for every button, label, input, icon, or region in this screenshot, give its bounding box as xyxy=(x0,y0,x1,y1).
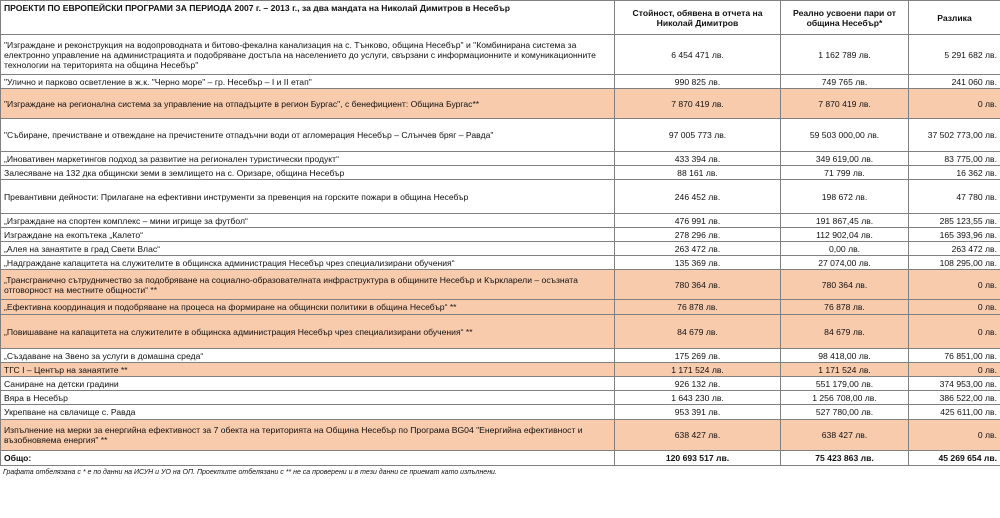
table-row xyxy=(1,152,1000,166)
project-name-cell: „Иновативен маркетингов подход за развитие на регионален туристически продукт“ xyxy=(1,152,615,166)
declared-cost-cell: 1 171 524 лв. xyxy=(615,363,781,377)
header-declared-cost: Стойност, обявена в отчета на Николай Димитров xyxy=(615,1,781,35)
declared-cost-cell: 84 679 лв. xyxy=(615,315,781,349)
difference-cell: 5 291 682 лв. xyxy=(909,35,1000,75)
table-row xyxy=(1,405,1000,420)
declared-cost-cell: 780 364 лв. xyxy=(615,270,781,300)
declared-cost-cell: 278 296 лв. xyxy=(615,228,781,242)
difference-cell: 16 362 лв. xyxy=(909,166,1000,180)
difference-cell: 0 лв. xyxy=(909,300,1000,315)
project-name-cell: „Надграждане капацитета на служителите в общинска администрация Несебър чрез специализирани обучения“ xyxy=(1,256,615,270)
declared-cost-cell: 263 472 лв. xyxy=(615,242,781,256)
difference-cell: 0 лв. xyxy=(909,363,1000,377)
project-name-cell: Изграждане на екопътека „Калето“ xyxy=(1,228,615,242)
difference-cell: 386 522,00 лв. xyxy=(909,391,1000,405)
absorbed-funds-cell: 198 672 лв. xyxy=(781,180,909,214)
absorbed-funds-cell: 780 364 лв. xyxy=(781,270,909,300)
table-row xyxy=(1,300,1000,315)
difference-cell: 374 953,00 лв. xyxy=(909,377,1000,391)
total-difference: 45 269 654 лв. xyxy=(909,451,1000,466)
table-row xyxy=(1,228,1000,242)
declared-cost-cell: 990 825 лв. xyxy=(615,75,781,89)
table-row xyxy=(1,166,1000,180)
table-row xyxy=(1,119,1000,152)
project-name-cell: Вяра в Несебър xyxy=(1,391,615,405)
declared-cost-cell: 88 161 лв. xyxy=(615,166,781,180)
project-name-cell: "Събиране, пречистване и отвеждане на пречистените отпадъчни води от агломерация Несебър – Слънчев бряг – Равда" xyxy=(1,119,615,152)
table-row xyxy=(1,363,1000,377)
difference-cell: 0 лв. xyxy=(909,420,1000,451)
declared-cost-cell: 135 369 лв. xyxy=(615,256,781,270)
declared-cost-cell: 433 394 лв. xyxy=(615,152,781,166)
table-row xyxy=(1,315,1000,349)
declared-cost-cell: 926 132 лв. xyxy=(615,377,781,391)
absorbed-funds-cell: 1 256 708,00 лв. xyxy=(781,391,909,405)
table-row xyxy=(1,35,1000,75)
project-name-cell: ТГС I – Център на занаятите ** xyxy=(1,363,615,377)
header-difference: Разлика xyxy=(909,1,1000,35)
header-absorbed-funds: Реално усвоени пари от община Несебър* xyxy=(781,1,909,35)
absorbed-funds-cell: 0,00 лв. xyxy=(781,242,909,256)
total-declared-cost: 120 693 517 лв. xyxy=(615,451,781,466)
absorbed-funds-cell: 27 074,00 лв. xyxy=(781,256,909,270)
absorbed-funds-cell: 71 799 лв. xyxy=(781,166,909,180)
total-row xyxy=(1,451,1000,466)
table-row xyxy=(1,242,1000,256)
header-project-name: ПРОЕКТИ ПО ЕВРОПЕЙСКИ ПРОГРАМИ ЗА ПЕРИОДА 2007 г. – 2013 г., за два мандата на Николай Димитров в Несебър xyxy=(1,1,615,35)
table-row xyxy=(1,256,1000,270)
difference-cell: 0 лв. xyxy=(909,315,1000,349)
project-name-cell: „Алея на занаятите в град Свети Влас“ xyxy=(1,242,615,256)
table-row xyxy=(1,180,1000,214)
difference-cell: 425 611,00 лв. xyxy=(909,405,1000,420)
absorbed-funds-cell: 349 619,00 лв. xyxy=(781,152,909,166)
absorbed-funds-cell: 76 878 лв. xyxy=(781,300,909,315)
difference-cell: 108 295,00 лв. xyxy=(909,256,1000,270)
header-row xyxy=(1,1,1000,35)
declared-cost-cell: 953 391 лв. xyxy=(615,405,781,420)
declared-cost-cell: 7 870 419 лв. xyxy=(615,89,781,119)
declared-cost-cell: 97 005 773 лв. xyxy=(615,119,781,152)
difference-cell: 47 780 лв. xyxy=(909,180,1000,214)
table-row xyxy=(1,420,1000,451)
declared-cost-cell: 175 269 лв. xyxy=(615,349,781,363)
difference-cell: 37 502 773,00 лв. xyxy=(909,119,1000,152)
difference-cell: 0 лв. xyxy=(909,89,1000,119)
difference-cell: 241 060 лв. xyxy=(909,75,1000,89)
difference-cell: 0 лв. xyxy=(909,270,1000,300)
difference-cell: 165 393,96 лв. xyxy=(909,228,1000,242)
absorbed-funds-cell: 112 902,04 лв. xyxy=(781,228,909,242)
declared-cost-cell: 76 878 лв. xyxy=(615,300,781,315)
declared-cost-cell: 246 452 лв. xyxy=(615,180,781,214)
total-label: Общо: xyxy=(1,451,615,466)
project-name-cell: "Изграждане на регионална система за управление на отпадъците в регион Бургас", с бенефициент: Община Бургас** xyxy=(1,89,615,119)
project-name-cell: „Изграждане на спортен комплекс – мини игрище за футбол“ xyxy=(1,214,615,228)
absorbed-funds-cell: 638 427 лв. xyxy=(781,420,909,451)
table-row xyxy=(1,75,1000,89)
table-row xyxy=(1,214,1000,228)
project-name-cell: „Трансгранично сътрудничество за подобряване на социално-образователната инфраструктура в общините Несебър и Къркларели – осъзната отговорност на местните общности“ ** xyxy=(1,270,615,300)
absorbed-funds-cell: 527 780,00 лв. xyxy=(781,405,909,420)
project-name-cell: „Повишаване на капацитета на служителите в общинска администрация Несебър чрез специализирани обучения“ ** xyxy=(1,315,615,349)
project-name-cell: Укрепване на свлачище с. Равда xyxy=(1,405,615,420)
table-row xyxy=(1,349,1000,363)
declared-cost-cell: 638 427 лв. xyxy=(615,420,781,451)
project-name-cell: Изпълнение на мерки за енергийна ефективност за 7 обекта на територията на Община Несебър по Програма BG04 "Енергийна ефективност и възобновяема енергия" ** xyxy=(1,420,615,451)
project-name-cell: "Улично и парково осветление в ж.к. "Черно море" – гр. Несебър – I и II етап" xyxy=(1,75,615,89)
absorbed-funds-cell: 84 679 лв. xyxy=(781,315,909,349)
project-name-cell: Превантивни дейности: Прилагане на ефективни инструменти за превенция на горските пожари в община Несебър xyxy=(1,180,615,214)
declared-cost-cell: 6 454 471 лв. xyxy=(615,35,781,75)
absorbed-funds-cell: 191 867,45 лв. xyxy=(781,214,909,228)
declared-cost-cell: 1 643 230 лв. xyxy=(615,391,781,405)
project-name-cell: Саниране на детски градини xyxy=(1,377,615,391)
declared-cost-cell: 476 991 лв. xyxy=(615,214,781,228)
total-absorbed-funds: 75 423 863 лв. xyxy=(781,451,909,466)
table-row xyxy=(1,391,1000,405)
absorbed-funds-cell: 1 162 789 лв. xyxy=(781,35,909,75)
absorbed-funds-cell: 749 765 лв. xyxy=(781,75,909,89)
difference-cell: 285 123,55 лв. xyxy=(909,214,1000,228)
project-name-cell: „Създаване на Звено за услуги в домашна среда“ xyxy=(1,349,615,363)
difference-cell: 263 472 лв. xyxy=(909,242,1000,256)
absorbed-funds-cell: 1 171 524 лв. xyxy=(781,363,909,377)
footnote: Графата отбелязана с * е по данни на ИСУН и УО на ОП. Проектите отбелязани с ** не са проверени и в тези данни се приемат като изпълнени. xyxy=(3,469,497,476)
difference-cell: 76 851,00 лв. xyxy=(909,349,1000,363)
absorbed-funds-cell: 7 870 419 лв. xyxy=(781,89,909,119)
table-row xyxy=(1,89,1000,119)
project-name-cell: "Изграждане и реконструкция на водопроводната и битово-фекална канализация на с. Тънково, община Несебър" и "Комбинирана система за електронно управление на администрацията и подобряване достъпа на населението до услуги, свързани с информационните и комуникационните технологии на територията на община Несебър" xyxy=(1,35,615,75)
difference-cell: 83 775,00 лв. xyxy=(909,152,1000,166)
absorbed-funds-cell: 59 503 000,00 лв. xyxy=(781,119,909,152)
project-name-cell: „Ефективна координация и подобряване на процеса на формиране на общински политики в община Несебър“ ** xyxy=(1,300,615,315)
project-name-cell: Залесяване на 132 дка общински земи в землището на с. Оризаре, община Несебър xyxy=(1,166,615,180)
table-row xyxy=(1,377,1000,391)
table-row xyxy=(1,270,1000,300)
absorbed-funds-cell: 551 179,00 лв. xyxy=(781,377,909,391)
absorbed-funds-cell: 98 418,00 лв. xyxy=(781,349,909,363)
